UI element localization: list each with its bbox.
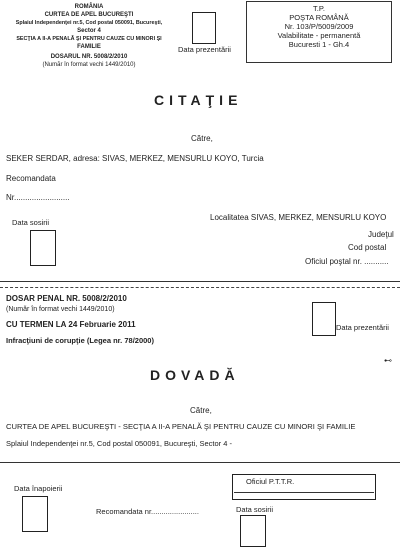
court-header-court: CURTEA DE APEL BUCUREŞTI (44, 12, 134, 18)
citatie-presentation-box (192, 12, 216, 44)
stamp-number: Nr. 103/P/5009/2009 (284, 22, 354, 31)
citatie-localitatea: Localitatea SIVAS, MERKEZ, MENSURLU KOYO (210, 213, 387, 222)
dovada-dosar: DOSAR PENAL NR. 5008/2/2010 (6, 294, 127, 303)
section-separator (0, 281, 400, 282)
stamp-validity: Valabilitate - permanentă (277, 31, 361, 40)
citatie-data-sosirii: Data sosirii (12, 218, 50, 227)
citatie-cod-postal: Cod postal (348, 243, 387, 252)
stamp-posta: POŞTA ROMÂNĂ (289, 13, 349, 22)
court-header-old-number: (Număr în format vechi 1449/2010) (42, 62, 136, 68)
citatie-catre: Către, (191, 134, 213, 143)
citatie-title: CITAŢIE (154, 92, 243, 108)
dovada-oficiul: Oficiul P.T.T.R. (246, 477, 295, 486)
court-header-country: ROMÂNIA (74, 4, 104, 10)
court-header-address: Splaiul Independenţei nr.5, Cod postal 050091, Bucureşti, (15, 20, 163, 26)
cut-line (0, 287, 400, 288)
dovada-catre: Către, (190, 406, 212, 415)
stamp-tp: T.P. (313, 4, 325, 13)
dovada-termen: CU TERMEN LA 24 Februarie 2011 (6, 320, 136, 329)
citatie-nr: Nr......................... (6, 193, 70, 202)
dovada-stray-mark: ⊷ (384, 356, 392, 365)
court-header-section: SECŢIA A II-A PENALĂ ŞI PENTRU CAUZE CU MINORI ŞI (16, 36, 162, 42)
citatie-sosire-box (30, 230, 56, 266)
dovada-presentation-box (312, 302, 336, 336)
dovada-data-sosirii: Data sosirii (236, 505, 274, 514)
dovada-court-line: CURTEA DE APEL BUCUREŞTI - SECŢIA A II-A PENALĂ ŞI PENTRU CAUZE CU MINORI ŞI FAMILIE (6, 422, 356, 431)
dovada-title: DOVADĂ (150, 367, 240, 383)
citatie-presentation-label: Data prezentării (178, 45, 231, 54)
dovada-separator (0, 462, 400, 463)
citatie-judetul: Judeţul (368, 230, 394, 239)
dovada-recomandata: Recomandata nr....................... (96, 507, 199, 516)
dovada-old-number: (Număr în format vechi 1449/2010) (6, 306, 115, 313)
dovada-data-inapoierii: Data înapoierii (14, 484, 63, 493)
court-header (4, 3, 174, 69)
citatie-recipient: SEKER SERDAR, adresa: SIVAS, MERKEZ, MENSURLU KOYO, Turcia (6, 154, 264, 163)
dovada-infractiuni: Infracţiuni de corupţie (Legea nr. 78/2000) (6, 336, 154, 345)
court-header-section-cont: FAMILIE (77, 44, 101, 50)
court-header-dosar: DOSARUL NR. 5008/2/2010 (50, 54, 128, 60)
dovada-sosire-box (240, 515, 266, 547)
stamp-office: Bucuresti 1 - Gh.4 (288, 40, 350, 49)
court-header-sector: Sector 4 (77, 28, 101, 34)
dovada-presentation-label: Data prezentării (336, 323, 389, 332)
citatie-oficiul: Oficiul poştal nr. ........... (305, 257, 389, 266)
postal-stamp (246, 1, 392, 63)
dovada-address-line: Splaiul Independenţei nr.5, Cod postal 050091, Bucureşti, Sector 4 - (6, 439, 232, 448)
dovada-inapoiere-box (22, 496, 48, 532)
dovada-oficiul-line (234, 492, 374, 493)
citatie-recomandata: Recomandata (6, 174, 56, 183)
